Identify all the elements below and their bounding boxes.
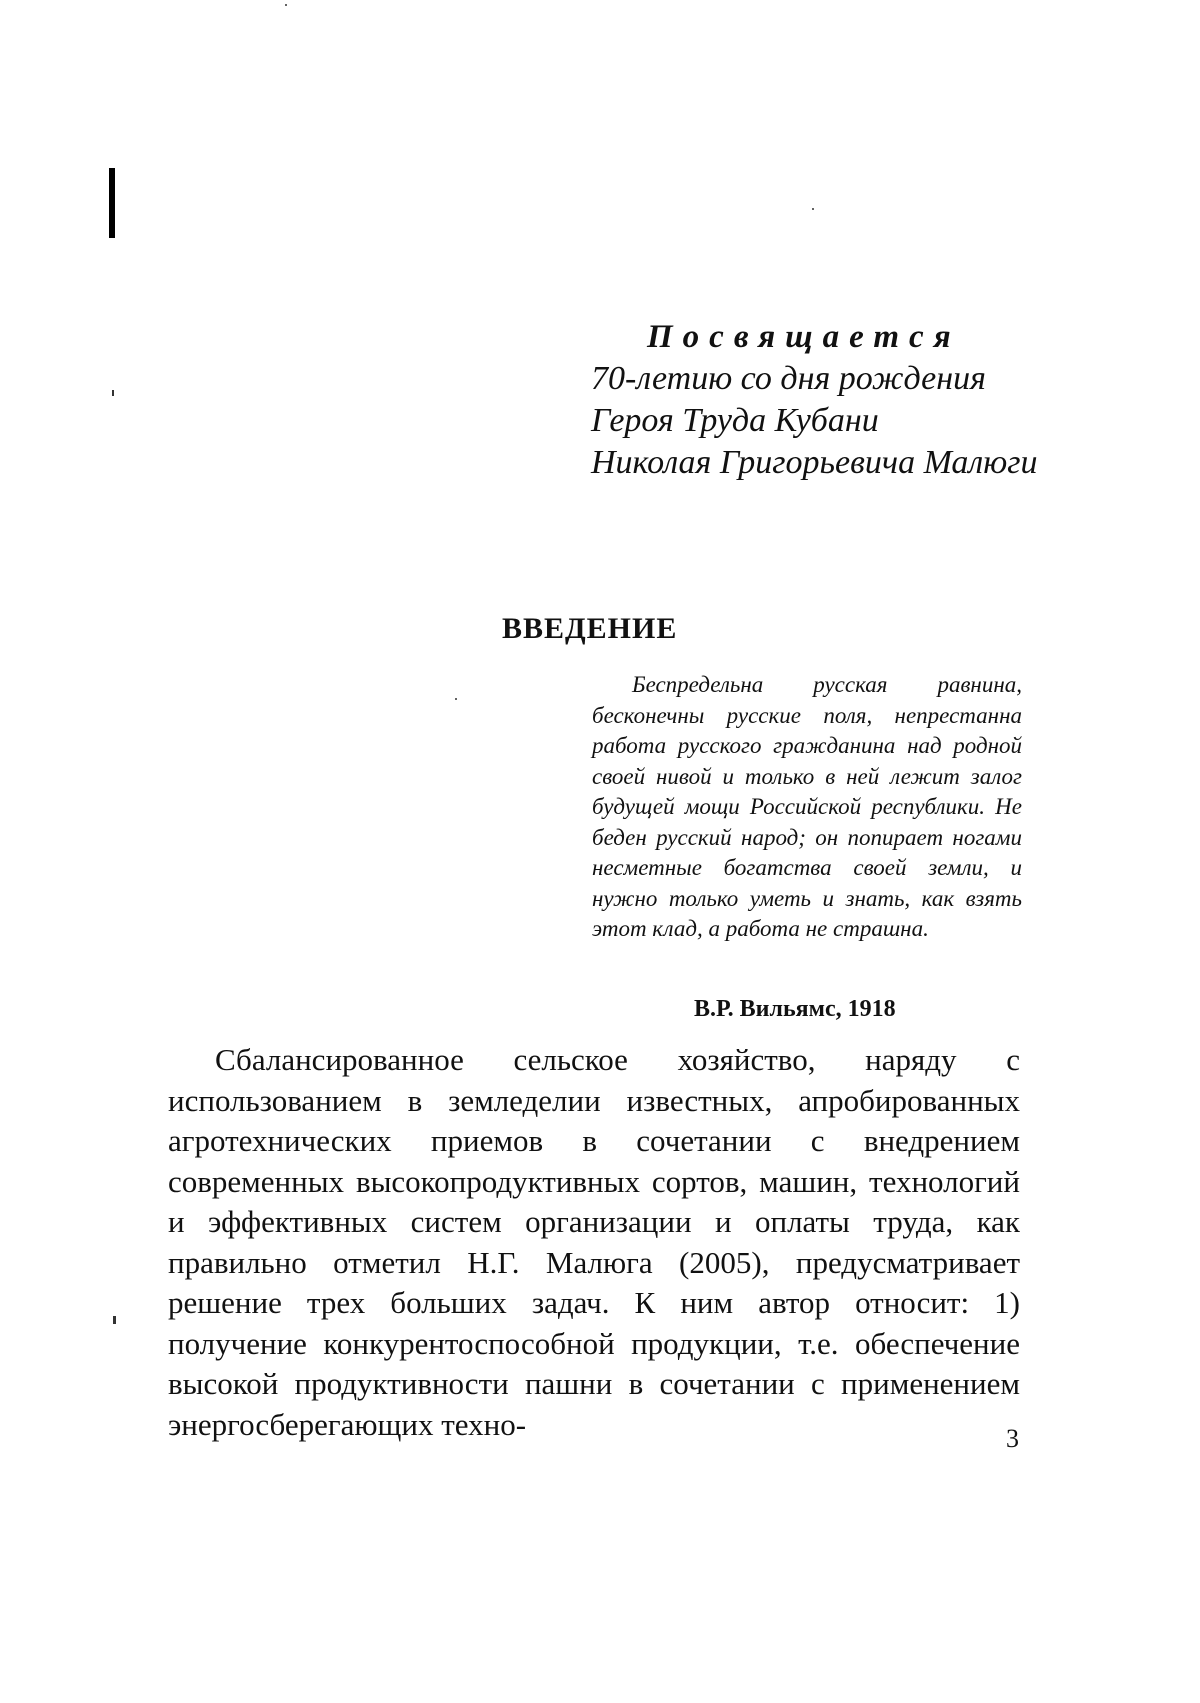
scan-artifact-dot — [812, 208, 814, 210]
scan-artifact-dot — [455, 698, 457, 700]
page-number: 3 — [1006, 1424, 1019, 1454]
dedication-block — [591, 316, 1031, 484]
body-paragraph: Сбалансированное сельское хозяйство, наряду с использованием в земледелии известных, апробированных агротехнических приемов в сочетании с внедрением современных высокопродуктивных сортов, машин, технологий и эффективных систем организации и оплаты труда, как правильно отметил Н.Г. Малюга (2005), предусматривает решение трех больших задач. К ним автор относит: 1) получение конкурентоспособной продукции, т.е. обеспечение высокой продуктивности пашни в сочетании с применением энергосберегающих техно- — [168, 1040, 1020, 1445]
epigraph-author: В.Р. Вильямс, 1918 — [694, 996, 896, 1023]
dedication-line: Николая Григорьевича Малюги — [591, 442, 1031, 484]
scan-artifact-dot — [113, 1316, 116, 1324]
section-heading: ВВЕДЕНИЕ — [502, 612, 677, 646]
dedication-line: Героя Труда Кубани — [591, 400, 1031, 442]
dedication-title: Посвящается — [647, 316, 1031, 358]
scan-artifact-dot — [285, 4, 287, 6]
scan-artifact-dot — [112, 390, 114, 396]
epigraph-text: Беспредельна русская равнина, бесконечны русские поля, непрестанна работа русского гражданина над родной своей нивой и только в ней лежит залог будущей мощи Российской республики. Не беден русский народ; он попирает ногами несметные богатства своей земли, и нужно только уметь и знать, как взять этот клад, а работа не страшна. — [592, 670, 1022, 945]
document-page — [0, 0, 1200, 1703]
scan-artifact-bar — [109, 168, 115, 238]
dedication-line: 70-летию со дня рождения — [591, 358, 1031, 400]
